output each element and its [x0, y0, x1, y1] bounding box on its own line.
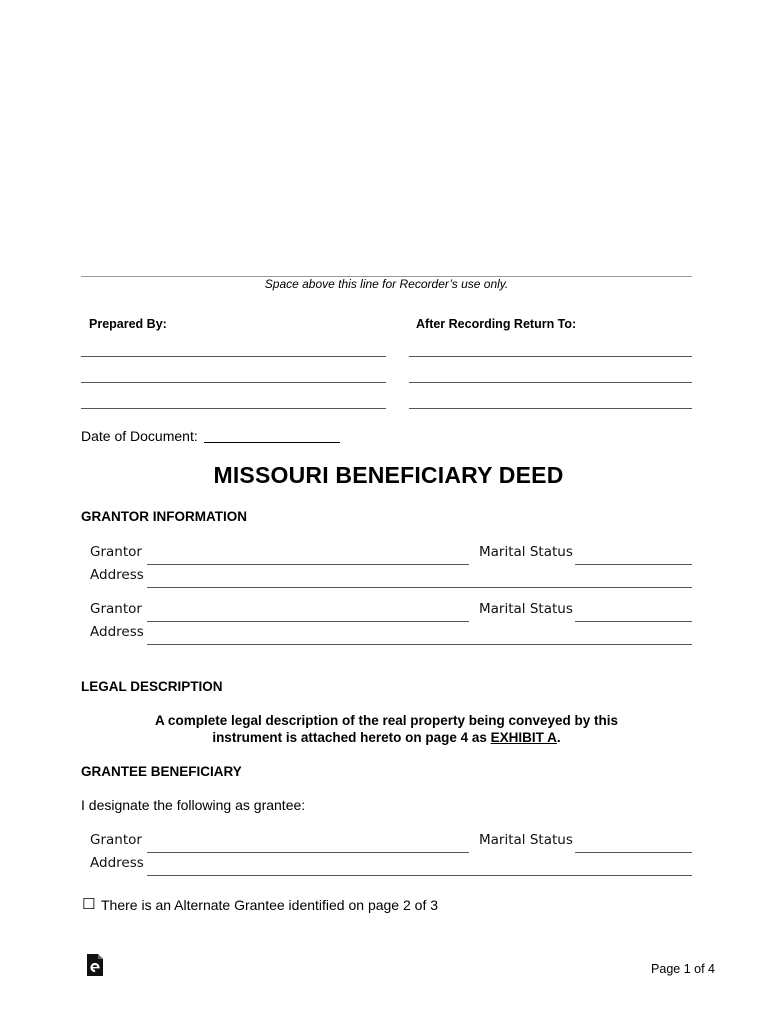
document-title: MISSOURI BENEFICIARY DEED	[213, 462, 564, 488]
recorder-note: Space above this line for Recorder’s use only.	[264, 277, 509, 291]
prepared-by-label: Prepared By:	[89, 317, 167, 331]
return-to-line-3[interactable]	[409, 408, 692, 409]
grantee-intro: I designate the following as grantee:	[81, 797, 306, 813]
prepared-by-line-2[interactable]	[81, 382, 386, 383]
return-to-line-2[interactable]	[409, 382, 692, 383]
grantee-address-field[interactable]	[147, 875, 692, 876]
return-to-line-1[interactable]	[409, 356, 692, 357]
legal-note-line-2	[81, 729, 692, 746]
grantor-2-marital-field[interactable]	[575, 621, 692, 622]
grantor-2-field[interactable]	[147, 621, 469, 622]
grantee-label: Grantor	[90, 832, 142, 848]
alternate-grantee-label: There is an Alternate Grantee identified on page 2 of 3	[101, 897, 439, 913]
grantor-2-address-field[interactable]	[147, 644, 692, 645]
date-label: Date of Document:	[81, 428, 198, 444]
legal-description-note	[81, 712, 692, 746]
grantor-2-marital-label: Marital Status	[479, 601, 573, 617]
legal-section-title: LEGAL DESCRIPTION	[81, 679, 223, 694]
date-field[interactable]	[204, 442, 340, 443]
grantor-section-title: GRANTOR INFORMATION	[81, 509, 247, 524]
prepared-by-line-3[interactable]	[81, 408, 386, 409]
page-number: Page 1 of 4	[651, 962, 715, 976]
legal-note-period: .	[556, 730, 561, 745]
legal-note-line-2-text: instrument is attached hereto on page 4 as	[212, 730, 491, 745]
legal-note-line-1: A complete legal description of the real property being conveyed by this	[154, 713, 619, 728]
grantor-1-field[interactable]	[147, 564, 469, 565]
grantor-2-label: Grantor	[90, 601, 142, 617]
grantor-1-marital-label: Marital Status	[479, 544, 573, 560]
prepared-by-line-1[interactable]	[81, 356, 386, 357]
grantee-address-label: Address	[90, 855, 144, 871]
exhibit-a-reference: EXHIBIT A	[490, 730, 557, 745]
grantee-section-title: GRANTEE BENEFICIARY	[81, 764, 242, 779]
grantor-1-marital-field[interactable]	[575, 564, 692, 565]
grantee-marital-field[interactable]	[575, 852, 692, 853]
grantee-marital-label: Marital Status	[479, 832, 573, 848]
return-to-label: After Recording Return To:	[416, 317, 577, 331]
grantor-1-label: Grantor	[90, 544, 142, 560]
grantor-2-address-label: Address	[90, 624, 144, 640]
grantor-1-address-field[interactable]	[147, 587, 692, 588]
alternate-grantee-checkbox[interactable]: ☐	[82, 895, 96, 913]
eforms-logo-icon	[86, 953, 104, 977]
grantor-1-address-label: Address	[90, 567, 144, 583]
grantee-field[interactable]	[147, 852, 469, 853]
